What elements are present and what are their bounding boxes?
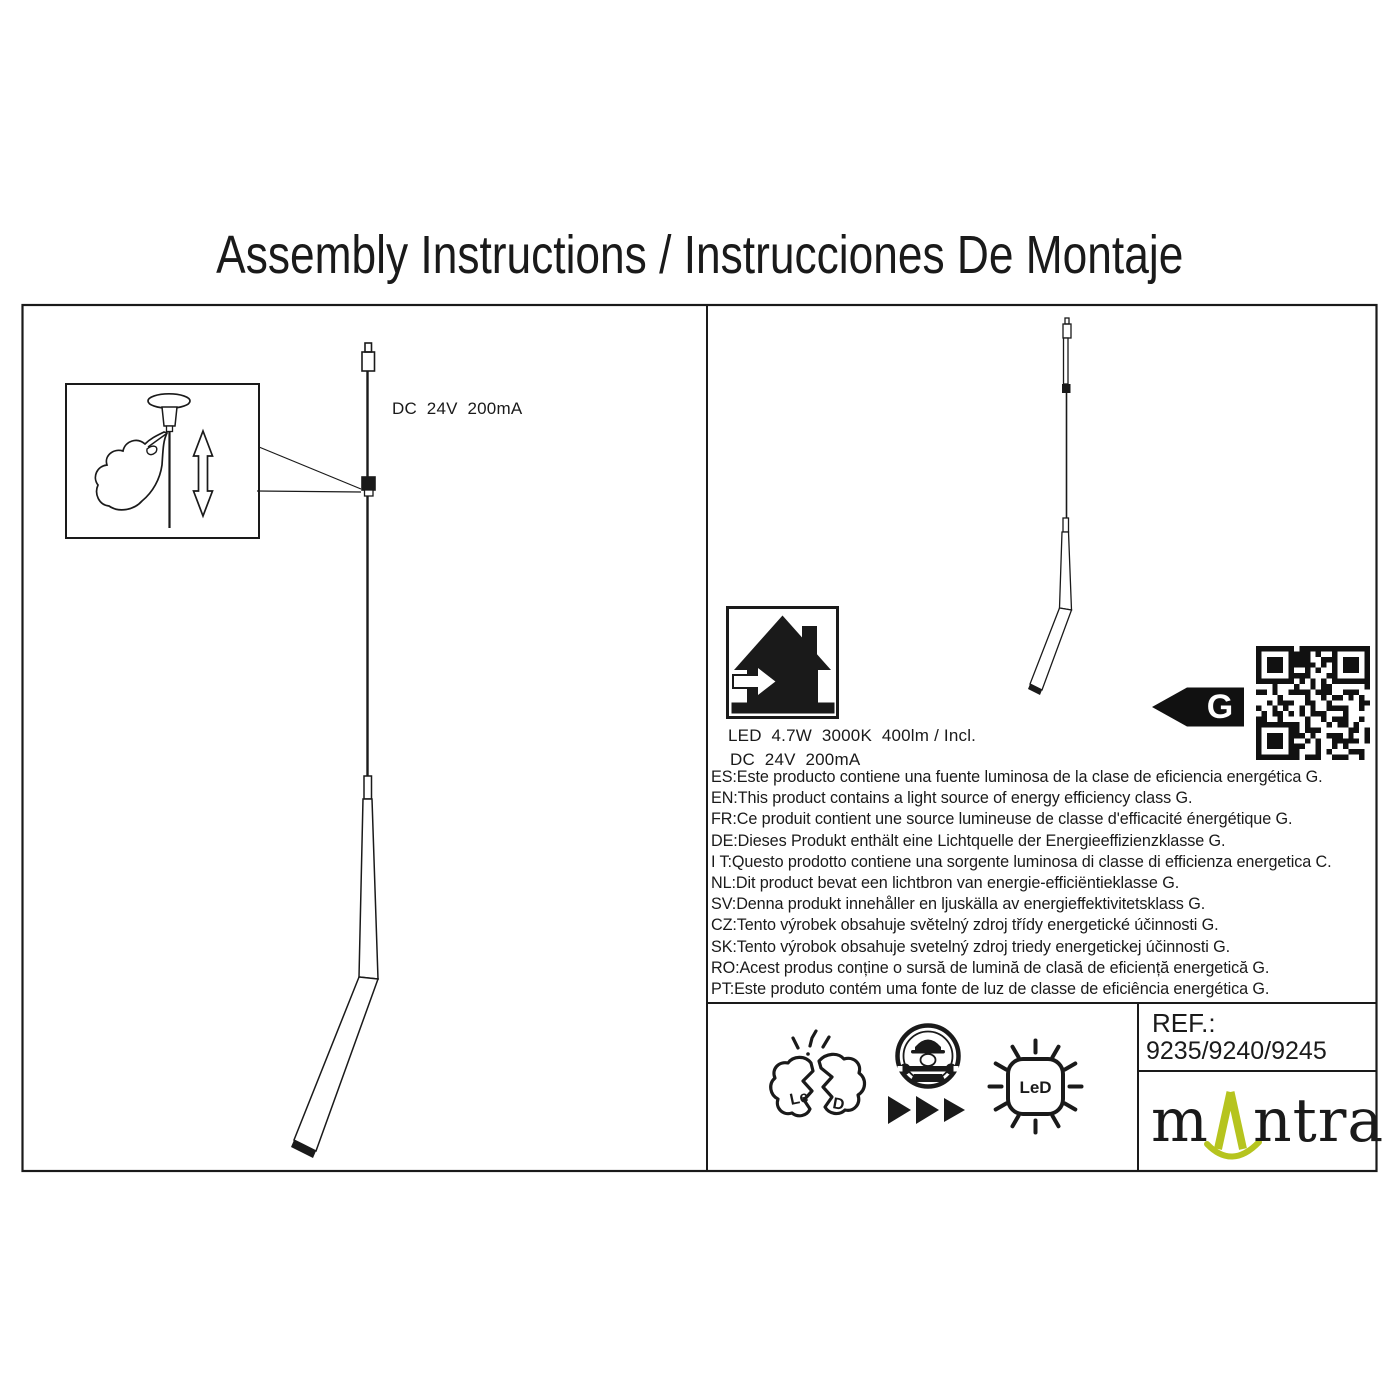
technician-service-icon (898, 1026, 959, 1087)
energy-line-it: I T:Questo prodotto contiene una sorgente luminosa di classe di efficienza energetica C. (711, 852, 1332, 871)
lamp-collar (364, 776, 372, 799)
energy-line-nl: NL:Dit product bevat een lichtbron van energie-efficiëntieklasse G. (711, 874, 1180, 893)
lamp-body-upper (1060, 532, 1072, 610)
height-adjustment-inset (66, 384, 259, 538)
ceiling-canopy (148, 394, 190, 408)
plug-body (1063, 324, 1071, 338)
energy-line-ro: RO:Acest produs conține o sursă de lumină de clasă de eficiență energetică G. (711, 958, 1270, 977)
shoulders (910, 1074, 946, 1082)
broken-led-icon (771, 1031, 865, 1116)
plug-body (362, 352, 375, 371)
stem (1064, 338, 1069, 384)
energy-line-es: ES:Este producto contiene una fuente luminosa de la clase de eficiencia energética G. (711, 768, 1323, 786)
energy-line-pt: PT:Este produto contém uma fonte de luz de classe de eficiência energética G. (711, 980, 1270, 999)
pendant-lamp-drawing-right (1028, 318, 1072, 695)
energy-line-sv: SV:Denna produkt innehåller en ljuskälla av energieffektivitetsklass G. (711, 895, 1206, 914)
page-title-text: Assembly Instructions / Instrucciones De Montaje (216, 225, 1184, 285)
broken-led-label-right: D (831, 1095, 846, 1114)
wrench (907, 1066, 949, 1072)
right-power-spec: DC 24V 200mA (730, 750, 861, 769)
energy-class-letter: G (1206, 688, 1234, 726)
led-glow-icon (990, 1041, 1082, 1133)
logo-smile-arc (1207, 1142, 1259, 1157)
brand-logo-part2: ntra (1253, 1086, 1385, 1156)
energy-line-en: EN:This product contains a light source of energy efficiency class G. (711, 789, 1193, 808)
plug-tip (1065, 318, 1069, 324)
thumb (147, 446, 157, 454)
left-power-spec: DC 24V 200mA (392, 399, 523, 418)
inset-callout-lines (257, 447, 361, 492)
plug-tip (365, 343, 372, 352)
energy-line-cz: CZ:Tento výrobek obsahuje světelný zdroj třídy energetické účinnosti G. (711, 916, 1219, 935)
lamp-body-angled (1030, 608, 1072, 690)
lamp-body-angled (294, 977, 378, 1151)
broken-led-label-left: Le (788, 1088, 811, 1109)
energy-line-sk: SK:Tento výrobok obsahuje svetelný zdroj triedy energetickej účinnosti G. (711, 937, 1231, 956)
energy-statements-block (711, 767, 1376, 1000)
sequence-arrows-icon (888, 1096, 965, 1124)
lamp-collar (1063, 518, 1069, 532)
logo-caret-icon (1207, 1092, 1259, 1157)
brand-logo-part1: m (1151, 1086, 1208, 1156)
energy-line-fr: FR:Ce produit contient une source lumineuse de classe d'efficacité énergétique G. (711, 810, 1293, 829)
qr-code (1256, 646, 1370, 760)
lamp-body-upper (359, 799, 378, 979)
ref-numbers: 9235/9240/9245 (1146, 1037, 1327, 1065)
page-title (0, 224, 1400, 286)
led-glow-label: LeD (1019, 1078, 1052, 1097)
face (921, 1054, 936, 1066)
led-spec: LED 4.7W 3000K 400lm / Incl. (728, 726, 977, 745)
hard-hat (915, 1040, 941, 1052)
indoor-use-icon (728, 608, 838, 718)
canopy-grip (162, 407, 177, 426)
cable-adjuster-bead (1062, 384, 1071, 393)
ref-label: REF.: (1152, 1008, 1216, 1038)
cable-adjuster-knob (362, 477, 375, 490)
energy-line-de: DE:Dieses Produkt enthält eine Lichtquelle der Energieeffizienzklasse G. (711, 831, 1226, 850)
